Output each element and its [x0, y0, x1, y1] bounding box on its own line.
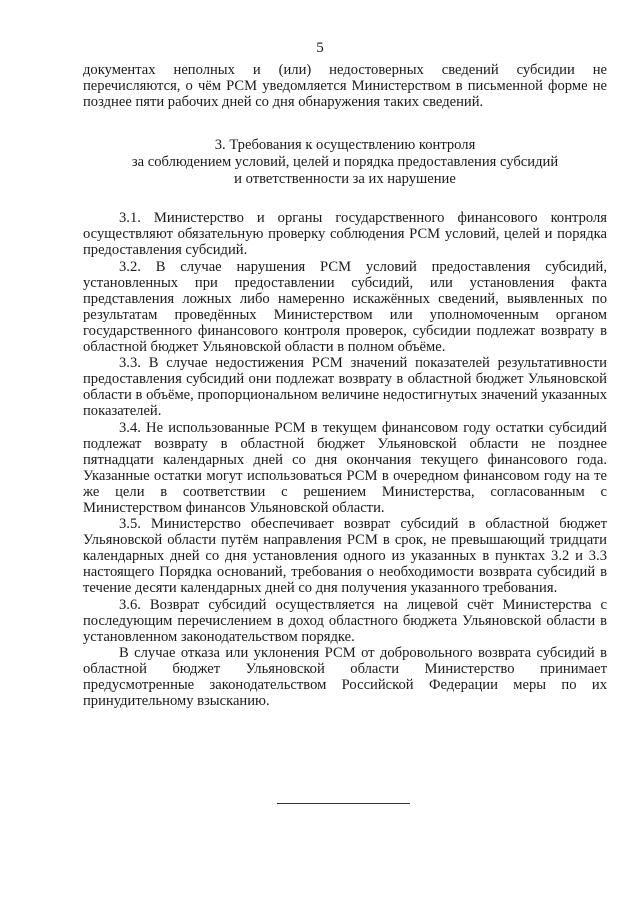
paragraph-3-1: 3.1. Министерство и органы государственного финансового контроля осуществляют обязательную проверку соблюдения РСМ условий, целей и порядка предоставления субсидий.: [83, 210, 607, 259]
intro-paragraph: документах неполных и (или) недостоверных сведений субсидии не перечисляются, о чём РСМ уведомляется Министерством в письменной форме не позднее пяти рабочих дней со дня обнаружения таких сведений.: [83, 62, 607, 111]
paragraph-3-3: 3.3. В случае недостижения РСМ значений показателей результативности предоставления субсидий они подлежат возврату в областной бюджет Ульяновской области в объёме, пропорциональном величине недостигнутых значений указанных показателей.: [83, 355, 607, 420]
section-heading: [83, 137, 607, 188]
paragraph-3-4: 3.4. Не использованные РСМ в текущем финансовом году остатки субсидий подлежат возврату в областной бюджет Ульяновской области не позднее пятнадцати календарных дней со дня окончания текущего финансового года. Указанные остатки могут использоваться РСМ в очередном финансовом году на те же цели в соответствии с решением Министерства, согласованным с Министерством финансов Ульяновской области.: [83, 419, 607, 516]
end-divider: [277, 803, 410, 804]
paragraph-3-5: 3.5. Министерство обеспечивает возврат субсидий в областной бюджет Ульяновской области путём направления РСМ в срок, не превышающий тридцати календарных дней со дня установления одного из указанных в пунктах 3.2 и 3.3 настоящего Порядка оснований, требования о необходимости возврата субсидий в течение десяти календарных дней со дня получения указанного требования.: [83, 516, 607, 597]
paragraph-3-6: 3.6. Возврат субсидий осуществляется на лицевой счёт Министерства с последующим перечислением в доход областного бюджета Ульяновской области в установленном законодательством порядке.: [83, 596, 607, 645]
paragraph-refusal: В случае отказа или уклонения РСМ от добровольного возврата субсидий в областной бюджет Ульяновской области Министерство принимает предусмотренные законодательством Российской Федерации меры по их принудительному взысканию.: [83, 644, 607, 710]
page-number: 5: [316, 40, 324, 56]
section-heading-line-2: за соблюдением условий, целей и порядка предоставления субсидий: [131, 154, 559, 171]
section-heading-line-3: и ответственности за их нарушение: [234, 171, 456, 188]
paragraph-3-2: 3.2. В случае нарушения РСМ условий предоставления субсидий, установленных при предоставлении субсидий, или установления факта представления ложных либо намеренно искажённых сведений, выявленных по результатам проведённых Министерством или уполномоченным органом государственного финансового контроля проверок, субсидии подлежат возврату в областной бюджет Ульяновской области в полном объёме.: [83, 258, 607, 356]
section-heading-line-1: 3. Требования к осуществлению контроля: [214, 137, 476, 154]
document-body: [83, 62, 607, 709]
